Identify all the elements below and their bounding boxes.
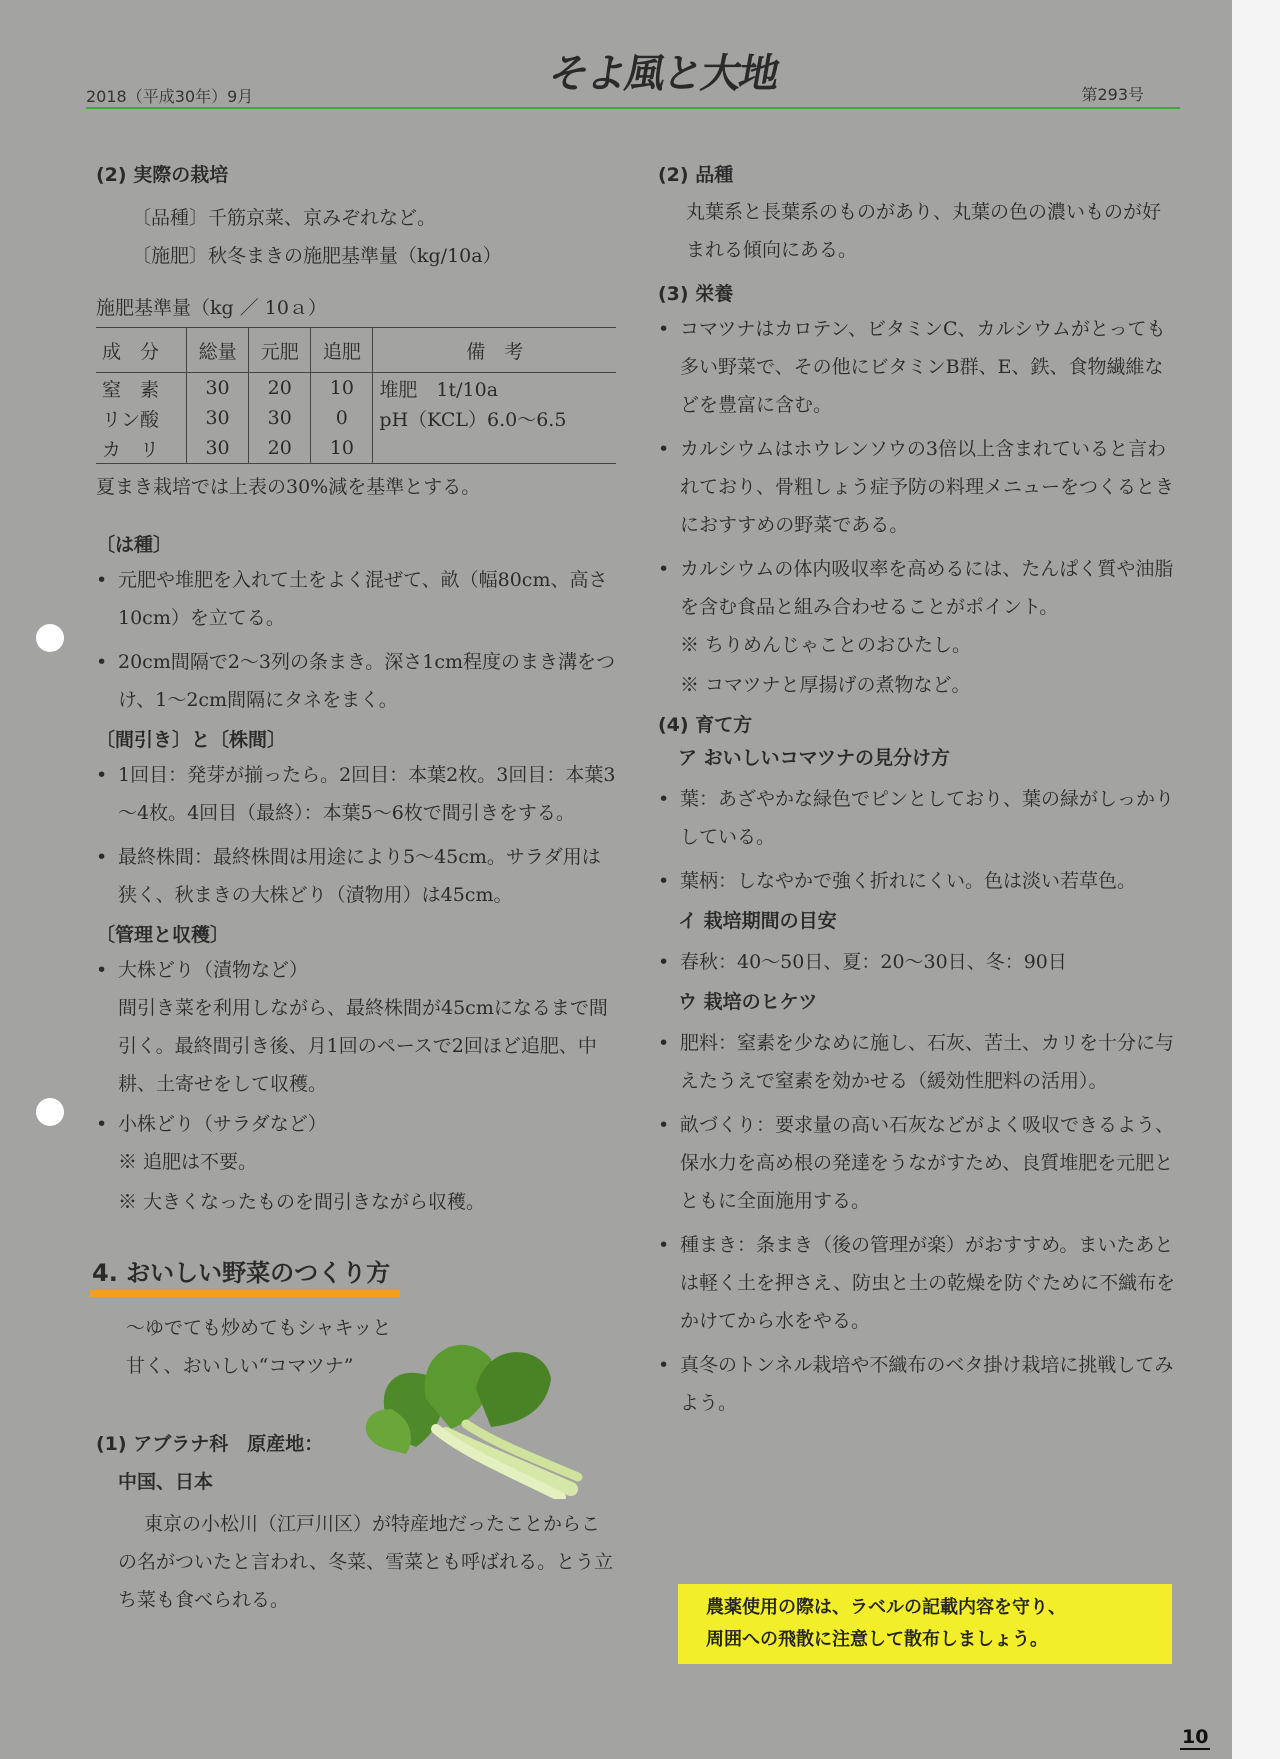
- pesticide-notice: [678, 1584, 1172, 1664]
- table-cell: リン酸: [102, 408, 160, 431]
- fertilizer-line: 〔施肥〕秋冬まきの施肥基準量（kg/10a）: [132, 245, 502, 267]
- list-item: • 肥料：窒素を少なめに施し、石灰、苦土、カリを十分に与えたうえで窒素を効かせる（緩効性肥料の活用）。: [658, 1024, 1178, 1100]
- table-cell: 30: [187, 403, 249, 433]
- sowing-heading: 〔は種〕: [96, 534, 173, 556]
- note-line: ※ ちりめんじゃことのおひたし。: [680, 634, 972, 656]
- list-item: • コマツナはカロテン、ビタミンC、カルシウムがとっても多い野菜で、その他にビタミンB群、E、鉄、食物繊維などを豊富に含む。: [658, 310, 1178, 424]
- origin-heading: (1) アブラナ科 原産地：: [96, 1433, 324, 1455]
- note-line: ※ 大きくなったものを間引きながら収穫。: [118, 1191, 486, 1213]
- table-header-cell: 追肥: [311, 328, 373, 373]
- list-item: • 小株どり（サラダなど）: [96, 1105, 616, 1143]
- list-item: • 元肥や堆肥を入れて土をよく混ぜて、畝（幅80cm、高さ10cm）を立てる。: [96, 561, 616, 637]
- page-number: 10: [1182, 1726, 1209, 1748]
- table-header-cell: 成 分: [102, 340, 160, 363]
- subheading-a: ア おいしいコマツナの見分け方: [678, 747, 951, 769]
- list-item: • 1回目：発芽が揃ったら。2回目：本葉2枚。3回目：本葉3～4枚。4回目（最終）：本葉5～6枚で間引きをする。: [96, 756, 616, 832]
- nutrition-heading: (3) 栄養: [658, 283, 734, 305]
- table-cell: 30: [187, 433, 249, 464]
- list-item: • 葉：あざやかな緑色でピンとしており、葉の緑がしっかりしている。: [658, 780, 1178, 856]
- section-title-4: 4. おいしい野菜のつくり方: [90, 1253, 400, 1297]
- table-cell: カ リ: [102, 438, 160, 461]
- table-cell: 堆肥 1t/10a: [373, 373, 616, 404]
- issue-date: 2018（平成30年）9月: [86, 87, 254, 106]
- table-cell: [373, 433, 616, 464]
- komatsuna-image: [356, 1329, 586, 1499]
- management-heading: 〔管理と収穫〕: [96, 924, 230, 946]
- punch-hole: [36, 624, 64, 652]
- notice-line: 農薬使用の際は、ラベルの記載内容を守り、: [706, 1597, 1066, 1618]
- newsletter-logo: そよ風と大地: [545, 51, 782, 97]
- list-item: • 20cm間隔で2～3列の条まき。深さ1cm程度のまき溝をつけ、1～2cm間隔にタネをまく。: [96, 643, 616, 719]
- list-item-text: 間引き菜を利用しながら、最終株間が45cmになるまで間引く。最終間引き後、月1回のペースで2回ほど追肥、中耕、土寄せをして収穫。: [118, 997, 608, 1095]
- left-column: [92, 160, 616, 1627]
- list-item: • 最終株間：最終株間は用途により5～45cm。サラダ用は狭く、秋まきの大株どり（漬物用）は45cm。: [96, 838, 616, 914]
- section-heading: (2) 実際の栽培: [96, 164, 229, 186]
- subheading-i: イ 栽培期間の目安: [678, 910, 837, 932]
- variety-line: 〔品種〕千筋京菜、京みぞれなど。: [132, 207, 437, 229]
- table-cell: 20: [249, 433, 311, 464]
- table-cell: 20: [249, 373, 311, 404]
- fertilizer-table: [96, 327, 616, 464]
- table-row: [96, 403, 616, 433]
- list-item: • 葉柄：しなやかで強く折れにくい。色は淡い若草色。: [658, 862, 1178, 900]
- header-rule: [86, 107, 1180, 109]
- list-item: • 種まき：条まき（後の管理が楽）がおすすめ。まいたあとは軽く土を押さえ、防虫と土の乾燥を防ぐために不織布をかけてから水をやる。: [658, 1226, 1178, 1340]
- table-caption: 施肥基準量（kg ／ 10ａ）: [96, 297, 327, 319]
- table-cell: 30: [249, 403, 311, 433]
- table-cell: pH（KCL）6.0～6.5: [373, 403, 616, 433]
- table-header-row: [96, 328, 616, 373]
- origin-text: 東京の小松川（江戸川区）が特産地だったことからこの名がついたと言われ、冬菜、雪菜とも呼ばれる。とう立ち菜も食べられる。: [118, 1513, 614, 1611]
- variety-text: 丸葉系と長葉系のものがあり、丸葉の色の濃いものが好まれる傾向にある。: [686, 201, 1162, 261]
- notice-line: 周囲への飛散に注意して散布しましょう。: [706, 1629, 1048, 1650]
- table-header-cell: 元肥: [249, 328, 311, 373]
- note-line: ※ 追肥は不要。: [118, 1151, 258, 1173]
- list-item: • 春秋：40～50日、夏：20～30日、冬：90日: [658, 943, 1178, 981]
- list-item: • カルシウムの体内吸収率を高めるには、たんぱく質や油脂を含む食品と組み合わせることがポイント。: [658, 550, 1178, 626]
- list-item: • 真冬のトンネル栽培や不織布のベタ掛け栽培に挑戦してみよう。: [658, 1346, 1178, 1422]
- table-cell: 30: [187, 373, 249, 404]
- list-item: • カルシウムはホウレンソウの3倍以上含まれていると言われており、骨粗しょう症予防の料理メニューをつくるときにおすすめの野菜である。: [658, 430, 1178, 544]
- table-note: 夏まき栽培では上表の30%減を基準とする。: [96, 476, 481, 498]
- table-cell: 10: [311, 433, 373, 464]
- table-cell: 窒 素: [102, 378, 160, 401]
- thinning-heading: 〔間引き〕と〔株間〕: [96, 729, 287, 751]
- table-header-cell: 備 考: [373, 328, 616, 373]
- variety-heading: (2) 品種: [658, 164, 734, 186]
- note-line: ※ コマツナと厚揚げの煮物など。: [680, 674, 971, 696]
- origin-countries: 中国、日本: [118, 1471, 214, 1493]
- intro-block: [96, 1309, 616, 1425]
- list-item: • 畝づくり：要求量の高い石灰などがよく吸収できるよう、保水力を高め根の発達をうながすため、良質堆肥を元肥とともに全面施用する。: [658, 1106, 1178, 1220]
- intro-text: ～ゆでても炒めてもシャキッと甘く、おいしい“コマツナ”: [126, 1317, 392, 1377]
- punch-hole: [36, 1098, 64, 1126]
- subheading-u: ウ 栽培のヒケツ: [678, 991, 818, 1013]
- table-row: [96, 433, 616, 464]
- scan-margin: [1232, 0, 1280, 1759]
- table-cell: 10: [311, 373, 373, 404]
- list-item: • 大株どり（漬物など）: [96, 951, 616, 989]
- right-column: [658, 160, 1178, 1428]
- growing-heading: (4) 育て方: [658, 714, 753, 736]
- issue-number: 第293号: [1081, 85, 1144, 104]
- table-row: [96, 373, 616, 404]
- table-header-cell: 総量: [187, 328, 249, 373]
- table-cell: 0: [311, 403, 373, 433]
